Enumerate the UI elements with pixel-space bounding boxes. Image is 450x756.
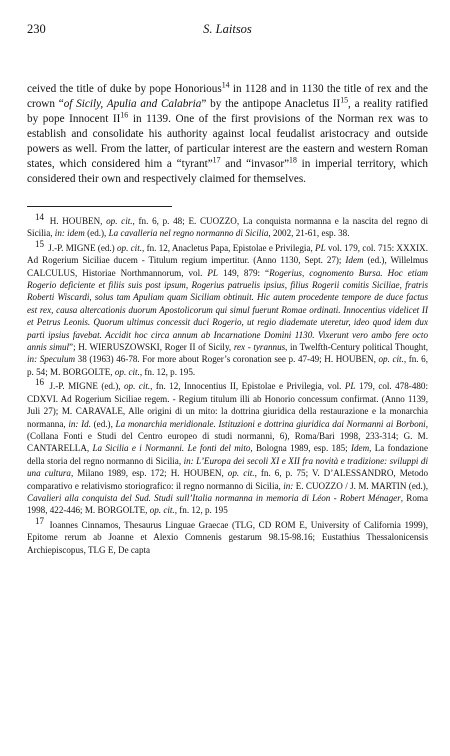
text-run: PL [207,267,218,278]
text-run: E. CUOZZO / J. M. MARTIN (ed.), [293,480,428,491]
text-run: , 2002, 21-61, esp. 38. [268,228,350,239]
text-run: in: L’Europa dei secoli XI e XII fra novità e tradizione: sviluppi di una cultura [27,455,428,479]
text-run: , Milano 1989, esp. 172; H. HOUBEN, [70,468,228,479]
text-run: , fn. 12, p. 195 [174,505,228,516]
text-run: Idem [350,443,370,454]
footnote-number: 15 [35,238,44,249]
footnote-ref-16[interactable]: 16 [120,110,129,120]
text-run: Idem [345,255,364,266]
text-run: in: Id. [68,418,91,429]
footnote-17 [27,515,428,556]
text-run: H. HOUBEN, [46,216,107,226]
text-run: Ioannes Cinnamos, Thesaurus Linguae Graecae (TLG, CD ROM E, University of California 1999), Epitome rerum ab Joanne et Alexio Comnenis gestarum 98.15-98.16; Eustathius Thessalonicensis Archiepiscopus, TLG E, De capta [27,519,428,555]
text-run: in 1139. One of the first provisions of the Norman rex was to establish and consolidate his authority against local feudalist aristocracy and outside powers as well. From the latter, of particular interest are the eastern and western Roman states, which considered him a “tyrant” [27,113,428,170]
text-run: ”; H. WIERUSZOWSKI, Roger II of Sicily, [69,342,234,353]
text-run: 149, 879: “ [218,267,270,278]
text-run: , fn. 12, Anacletus Papa, Epistolae e Privilegia, [142,242,316,253]
text-run: La cavalleria nel regno normanno di Sicilia [108,228,269,239]
footnote-16 [27,377,429,516]
text-run: La Sicilia e i Normanni. Le fonti del mito [92,443,251,454]
footnote-number: 16 [35,377,44,388]
text-run: op. cit. [114,366,140,377]
text-run: , (Collana Fonti e Studi del Centro europeo di studi normanni, 6), Roma/Bari 1998, 233-314; G. M. CANTARELLA, [27,418,428,454]
text-run: 38 (1963) 46-78. For more about Roger’s coronation see p. 47-49; H. HOUBEN, [75,354,379,365]
page-number: 230 [27,22,46,36]
footnote-14 [27,211,428,240]
text-run: La monarchia meridionale. Istituzioni e dottrina giuridica dai Normanni ai Borboni [115,418,426,429]
document-page [27,22,428,558]
text-run: (ed.), Willelmus CALCULUS, Historiae Northmannorum, vol. [27,255,429,278]
text-run: op. cit. [117,242,143,253]
text-run: J.-P. MIGNE (ed.) [46,242,117,253]
text-run: PL [344,381,356,392]
text-run: , a reality ratified by pope Innocent II [27,98,428,125]
footnote-ref-18[interactable]: 18 [289,155,297,165]
text-run: op. cit. [149,505,175,516]
text-run: , Bologna 1989, esp. 185; [250,443,351,454]
footnote-ref-15[interactable]: 15 [340,95,349,105]
text-run: op. cit. [378,354,404,365]
text-run: in imperial territory, which considered their own and respectively claimed for themselves. [27,158,428,185]
footnotes [27,211,429,556]
text-run: ceived the title of duke by pope Honorious [27,83,222,95]
text-run: , La fondazione della storia del regno normanno di Sicilia, [27,443,429,466]
text-run: (ed.), [90,418,116,429]
text-run: and “invasor” [220,158,290,170]
footnote-ref-17[interactable]: 17 [212,155,221,165]
body-paragraph [27,82,428,187]
text-run: in: Speculum [27,354,76,365]
text-run: in: [283,480,294,491]
text-run: op. cit. [227,468,255,479]
text-run: , fn. 12, p. 195. [139,366,196,377]
text-run: of Sicily, Apulia and Calabria [63,98,202,110]
footnote-15 [27,238,429,378]
footnote-separator [27,206,172,207]
text-run: rex - tyrannus [233,342,286,353]
running-title: S. Laitsos [203,22,252,36]
text-run: , fn. 6, p. 48; E. CUOZZO, La conquista normanna e la nascita del regno di Sicilia, [27,216,428,239]
text-run: 179, col. 478-480: CDXVI. Ad Rogerium Siciliae regem. - Regium titulum illi ab Honorio concessum confirmat. (Anno 1139, Juli 27); M. CARAVALE, Alle origini di un mito: la dottrina giuridica della restaurazione e la monarchia normanna, [27,381,428,429]
page-header [27,22,428,40]
text-run: , fn. 6, p. 75; V. D’ALESSANDRO, Metodo comparativo e relativismo storiografico: il regno normanno di Sicilia, [27,468,429,491]
text-run: PL [315,242,326,253]
text-run: Cavalieri alla conquista del Sud. Studi sull’Italia normanna in memoria di Léon - Robert Ménager [27,492,401,503]
text-run: , fn. 12, Innocentius II, Epistolae e Privilegia, vol. [150,381,345,392]
text-run: J.-P. MIGNE (ed.), [46,381,124,392]
text-run: in: idem [54,228,85,239]
text-run: (ed.), [84,228,109,239]
footnote-number: 14 [35,211,44,222]
text-run: , fn. 6, p. 54; M. BORGOLTE, [27,354,428,377]
footnote-number: 17 [35,515,44,526]
text-run: vol. 179, col. 715: XXXIX. Ad Rogerium Siciliae ducem - Titulum regium impertitur. (Anno 1130, Sept. 27); [27,242,428,266]
text-run: ” by the antipope Anacletus II [201,98,341,110]
text-run: Rogerius, cognomento Bursa. Hoc etiam Rogerio deficiente et filiis suis post ipsum, Rogerius patruelis ipsius, filius Rogerii comitis Siciliae, fratris Roberti Wiscardi, solus tam Apuliam quam Siciliam obtinuit. Hic autem procedente tempore de duce factus est rex, causa altercationis duorum Apostolicorum qui simul fuerunt Romae ordinati. Innocentius videlicet II et Petrus Leonis. Quorum ultimus concessit duci Rogerio, ut regio diademate uteretur, ideo quod idem dux parti ipsius favebat. Accidit hoc circa annum ab Incarnatione Domini 1130. Vixerunt vero ambo fere octo annis simul [27,267,428,353]
text-run: op. cit. [123,381,151,392]
footnote-ref-14[interactable]: 14 [221,80,230,90]
text-run: , Roma 1998, 422-446; M. BORGOLTE, [27,492,428,516]
text-run: in 1128 and in 1130 the title of rex and the crown “ [27,83,428,110]
text-run: , in Twelfth-Century political Thought, [285,342,429,353]
text-run: op. cit. [106,216,133,226]
